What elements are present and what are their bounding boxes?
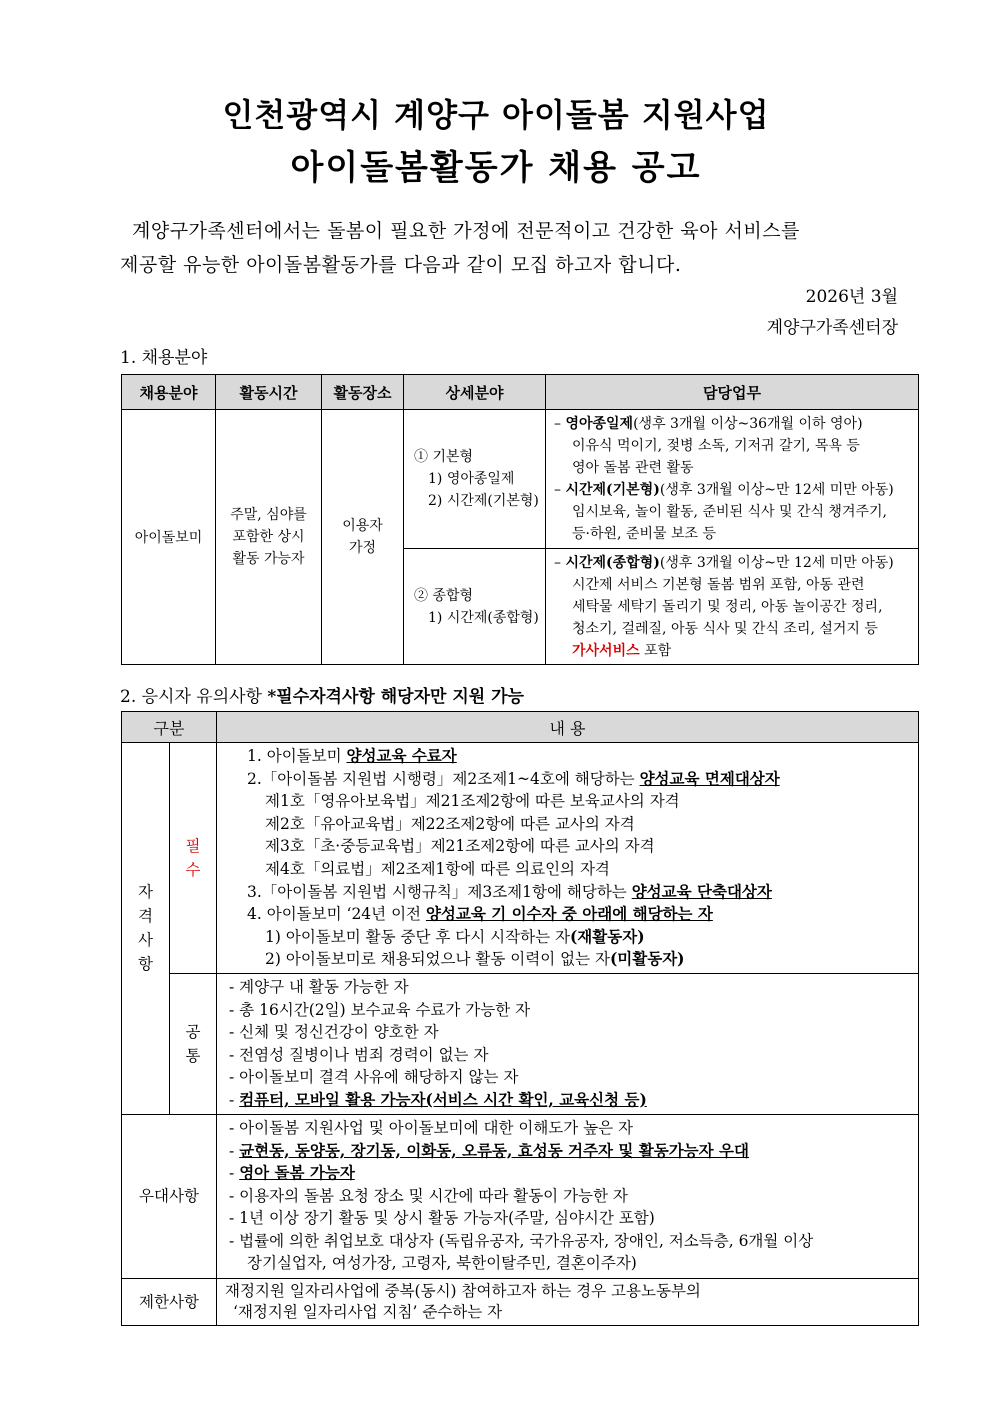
list-item: - 영아 돌봄 가능자: [229, 1163, 355, 1183]
hours-line: 포함한 상시: [232, 529, 305, 545]
duty-line: 시간제 서비스 기본형 돌봄 범위 포함, 아동 관련: [572, 576, 865, 593]
detail-basic-cell: [404, 410, 546, 549]
duty-comp-head: – 시간제(종합형)(생후 3개월 이상~만 12세 미만 아동): [554, 554, 894, 571]
list-item: - 계양구 내 활동 가능한 자: [229, 977, 409, 996]
list-item: ‘재정지원 일자리사업 지침’ 준수하는 자: [233, 1302, 503, 1321]
document-title-line1: 인천광역시 계양구 아이돌봄 지원사업: [222, 96, 770, 134]
posting-date: 2026년 3월: [805, 287, 898, 307]
list-item: 제4호「의료법」제2조제1항에 따른 의료인의 자격: [265, 859, 610, 878]
duty-comp-cell: [546, 549, 919, 665]
list-item: 3.「아이돌봄 지원법 시행규칙」제3조제1항에 해당하는 양성교육 단축대상자: [247, 881, 772, 901]
table-row: [122, 1114, 919, 1278]
list-item: - 신체 및 정신건강이 양호한 자: [229, 1023, 439, 1042]
posting-organization: 계양구가족센터장: [766, 318, 898, 338]
detail-line: 1) 시간제(종합형): [428, 609, 539, 626]
list-item: - 균현동, 동양동, 장기동, 이화동, 오류동, 효성동 거주자 및 활동가능자 우대: [229, 1140, 749, 1160]
hours-cell: [216, 410, 322, 665]
common-label: 공 통: [170, 973, 217, 1114]
duty-basic-head: – 시간제(기본형)(생후 3개월 이상~만 12세 미만 아동): [554, 482, 894, 498]
list-item: 2.「아이돌봄 지원법 시행령」제2조제1~4호에 해당하는 양성교육 면제대상자: [247, 768, 780, 788]
detail-line: ② 종합형: [414, 587, 474, 604]
table-row: [122, 743, 919, 974]
housework-service-highlight: 가사서비스: [572, 642, 640, 659]
section2-heading: 2. 응시자 유의사항 *필수자격사항 해당자만 지원 가능: [120, 687, 524, 707]
list-item: 재정지원 일자리사업에 중복(동시) 참여하고자 하는 경우 고용노동부의: [225, 1281, 701, 1300]
header-category: 구분: [122, 712, 217, 743]
place-line: 가정: [348, 540, 377, 556]
header-field: 채용분야: [122, 375, 216, 410]
header-duty: 담당업무: [546, 375, 919, 410]
document-title-line2: 아이돌봄활동가 채용 공고: [290, 148, 702, 188]
list-item: - 1년 이상 장기 활동 및 상시 활동 가능자(주말, 심야시간 포함): [229, 1209, 655, 1228]
section1-heading: 1. 채용분야: [120, 348, 208, 368]
detail-line: ① 기본형: [414, 449, 474, 465]
header-content: 내 용: [217, 712, 919, 743]
table-row: [122, 410, 919, 549]
header-place: 활동장소: [322, 375, 404, 410]
list-item: - 이용자의 돌봄 요청 장소 및 시간에 따라 활동이 가능한 자: [229, 1186, 628, 1205]
restriction-content: [217, 1278, 919, 1325]
restriction-label: 제한사항: [122, 1278, 217, 1325]
list-item: 장기실업자, 여성가장, 고령자, 북한이탈주민, 결혼이주자): [247, 1254, 637, 1273]
duty-infant-head: – 영아종일제(생후 3개월 이상~36개월 이하 영아): [554, 416, 863, 432]
table-row: [122, 973, 919, 1114]
field-cell: 아이돌보미: [122, 410, 216, 665]
list-item: - 총 16시간(2일) 보수교육 수료가 가능한 자: [229, 1000, 531, 1019]
hours-line: 주말, 심야를: [230, 507, 307, 523]
list-item: 제2호「유아교육법」제22조제2항에 따른 교사의 자격: [265, 814, 635, 833]
intro-line2: 제공할 유능한 아이돌봄활동가를 다음과 같이 모집 하고자 합니다.: [120, 254, 682, 276]
hours-line: 활동 가능자: [232, 551, 305, 567]
duty-line: 청소기, 걸레질, 아동 식사 및 간식 조리, 설거지 등: [572, 620, 878, 637]
detail-line: 2) 시간제(기본형): [428, 493, 539, 509]
common-content: [217, 973, 919, 1114]
intro-paragraph: [120, 214, 900, 282]
duty-basic-cell: [546, 410, 919, 549]
required-notice: *필수자격사항 해당자만 지원 가능: [267, 687, 524, 707]
duty-line: 등·하원, 준비물 보조 등: [572, 526, 716, 542]
preferred-content: [217, 1114, 919, 1278]
detail-line: 1) 영아종일제: [428, 471, 515, 487]
detail-comp-cell: [404, 549, 546, 665]
required-content: [217, 743, 919, 974]
list-item: 제3호「초·중등교육법」제21조제2항에 따른 교사의 자격: [265, 837, 655, 856]
recruitment-field-table: [121, 374, 919, 665]
table-row: [122, 1278, 919, 1325]
duty-line: 세탁물 세탁기 돌리기 및 정리, 아동 놀이공간 정리,: [572, 598, 883, 615]
list-item: - 전염성 질병이나 범죄 경력이 없는 자: [229, 1045, 489, 1064]
table-header-row: [122, 712, 919, 743]
header-detail: 상세분야: [404, 375, 546, 410]
list-item: - 컴퓨터, 모바일 활용 가능자(서비스 시간 확인, 교육신청 등): [229, 1089, 647, 1109]
header-hours: 활동시간: [216, 375, 322, 410]
table-header-row: [122, 375, 919, 410]
list-item: 1) 아이돌보미 활동 중단 후 다시 시작하는 자(재활동자): [265, 926, 645, 946]
qualification-label: 자 격 사 항: [122, 743, 170, 1115]
list-item: - 아이돌보미 결격 사유에 해당하지 않는 자: [229, 1068, 519, 1087]
duty-line: 가사서비스 포함: [572, 642, 672, 659]
place-line: 이용자: [342, 518, 383, 534]
list-item: - 아이돌봄 지원사업 및 아이돌보미에 대한 이해도가 높은 자: [229, 1118, 634, 1137]
place-cell: [322, 410, 404, 665]
list-item: 4. 아이돌보미 ‘24년 이전 양성교육 기 이수자 중 아래에 해당하는 자: [247, 904, 713, 924]
list-item: 2) 아이돌보미로 채용되었으나 활동 이력이 없는 자(미활동자): [265, 949, 685, 969]
duty-line: 임시보육, 놀이 활동, 준비된 식사 및 간식 챙겨주기,: [572, 504, 887, 520]
list-item: 1. 아이돌보미 양성교육 수료자: [247, 746, 457, 765]
preferred-label: 우대사항: [122, 1114, 217, 1278]
duty-line: 영아 돌봄 관련 활동: [572, 460, 694, 476]
list-item: - 법률에 의한 취업보호 대상자 (독립유공자, 국가유공자, 장애인, 저소득층, 6개월 이상: [229, 1231, 814, 1250]
duty-line: 이유식 먹이기, 젖병 소독, 기저귀 갈기, 목욕 등: [572, 438, 860, 454]
intro-line1: 계양구가족센터에서는 돌봄이 필요한 가정에 전문적이고 건강한 육아 서비스를: [132, 220, 800, 242]
applicant-notes-table: [121, 711, 919, 1326]
list-item: 제1호「영유아보육법」제21조제2항에 따른 보육교사의 자격: [265, 792, 680, 811]
required-label: 필 수: [170, 743, 217, 974]
